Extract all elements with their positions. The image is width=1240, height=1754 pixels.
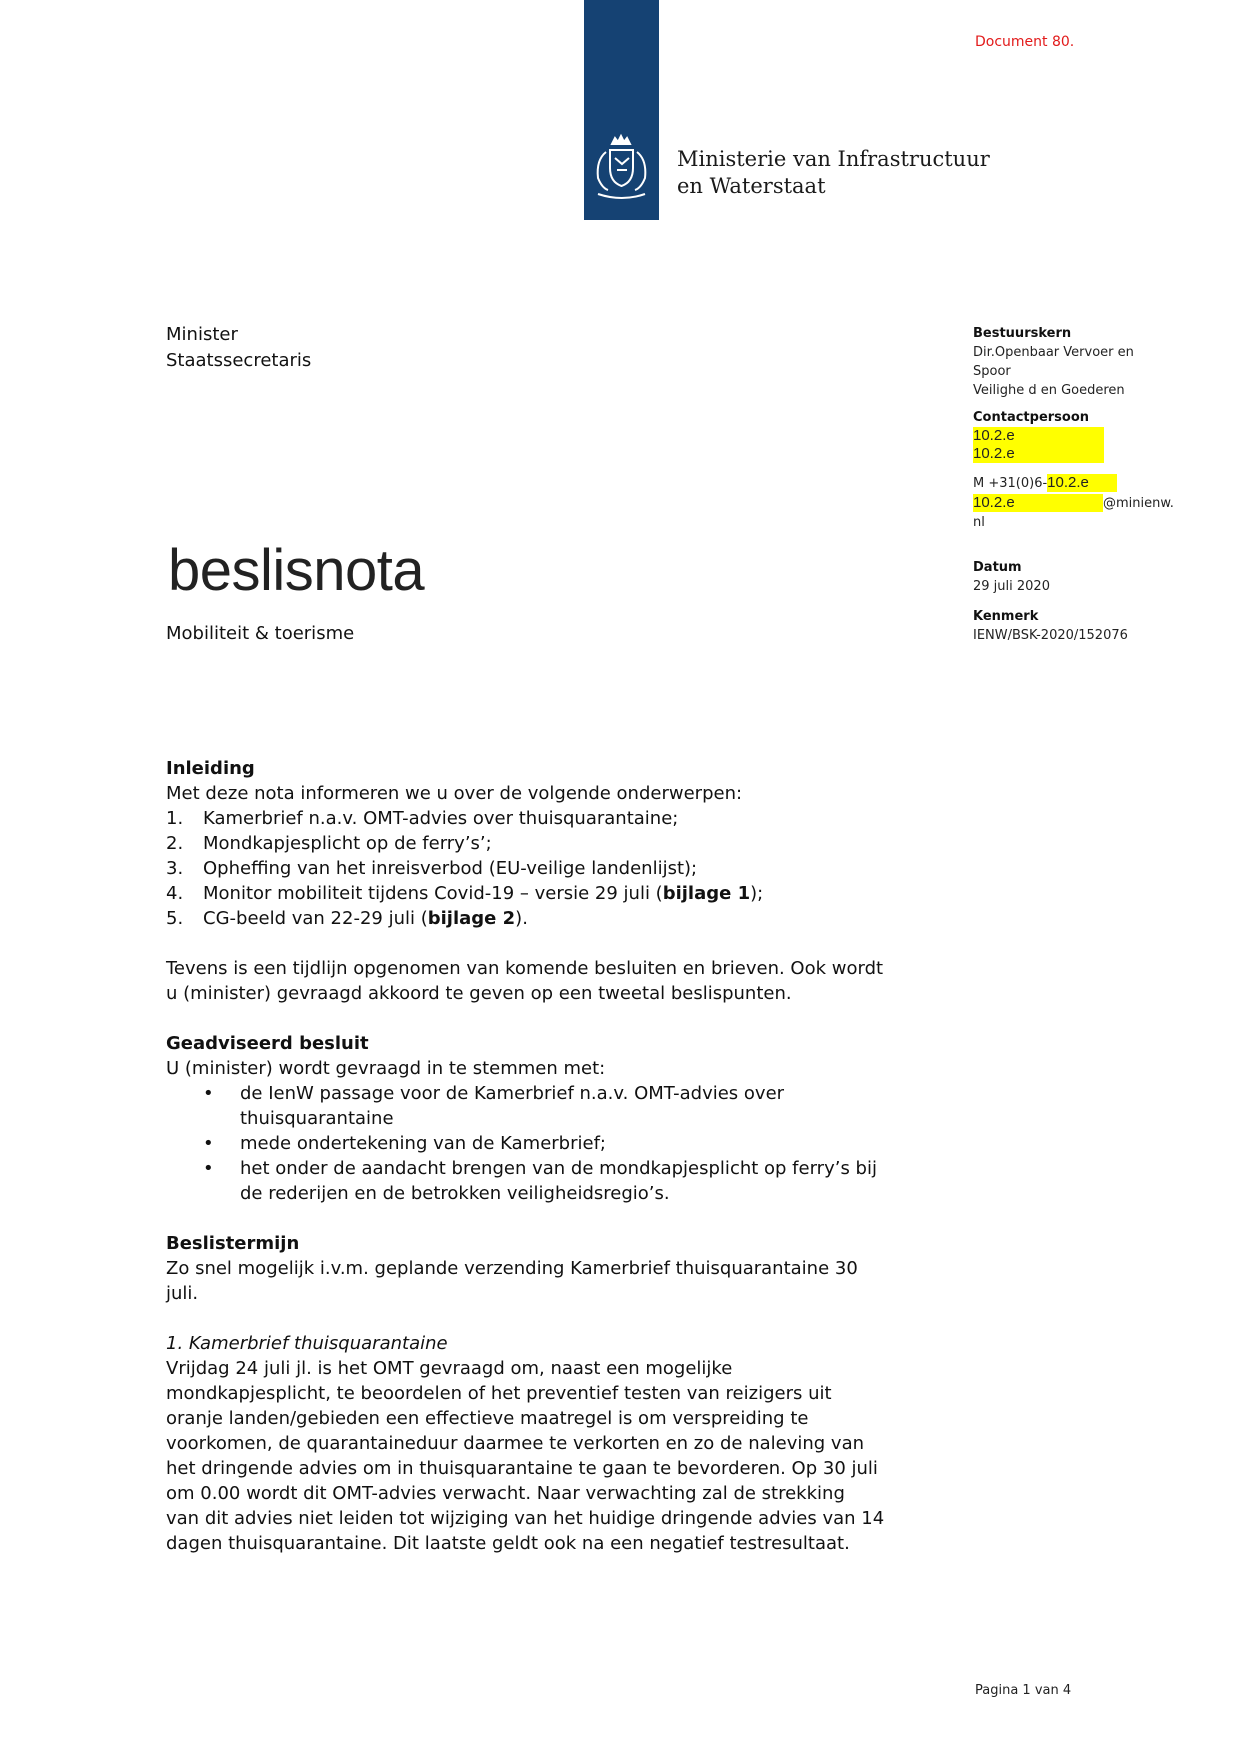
intro-text2-line2: u (minister) gevraagd akkoord te geven op een tweetal beslispunten.	[166, 983, 792, 1004]
bullet-icon: •	[203, 1083, 214, 1104]
document-body	[166, 756, 946, 1556]
deadline-line1: Zo snel mogelijk i.v.m. geplande verzending Kamerbrief thuisquarantaine 30	[166, 1258, 858, 1279]
phone-prefix: M +31(0)6-	[973, 476, 1048, 491]
document-number: Document 80.	[975, 34, 1075, 50]
list-item	[166, 831, 946, 856]
sidebar-reference	[973, 607, 1193, 645]
list-item	[166, 1156, 946, 1206]
list-item-text: CG-beeld van 22-29 juli (	[203, 908, 428, 929]
ministry-name-line2: en Waterstaat	[677, 174, 826, 198]
list-item-number: 2.	[166, 833, 184, 854]
date-value: 29 juli 2020	[973, 579, 1050, 594]
sidebar-email	[973, 494, 1193, 532]
attachment-reference: bijlage 1	[662, 883, 751, 904]
list-item-line1: de IenW passage voor de Kamerbrief n.a.v. OMT-advies over	[240, 1083, 785, 1104]
royal-coat-of-arms-icon	[584, 132, 659, 212]
advice-heading: Geadviseerd besluit	[166, 1033, 369, 1054]
org-line3: Veilighe d en Goederen	[973, 383, 1125, 398]
org-line2: Spoor	[973, 364, 1011, 379]
email-domain-part1: @minienw.	[1103, 496, 1174, 511]
list-item	[166, 806, 946, 831]
org-line1: Dir.Openbaar Vervoer en	[973, 345, 1134, 360]
date-label: Datum	[973, 560, 1022, 575]
list-item	[166, 1131, 946, 1156]
reference-value: IENW/BSK-2020/152076	[973, 628, 1128, 643]
intro-text2-line1: Tevens is een tijdlijn opgenomen van komende besluiten en brieven. Ook wordt	[166, 958, 884, 979]
list-item-number: 3.	[166, 858, 184, 879]
sidebar-phone	[973, 474, 1193, 493]
sidebar-contact	[973, 408, 1193, 463]
list-item-line2: de rederijen en de betrokken veiligheidsregio’s.	[240, 1183, 670, 1204]
list-item-number: 4.	[166, 883, 184, 904]
section1-line: oranje landen/gebieden een effectieve maatregel is om verspreiding te	[166, 1408, 809, 1429]
bullet-icon: •	[203, 1158, 214, 1179]
section1-line: voorkomen, de quarantaineduur daarmee te verkorten en zo de naleving van	[166, 1433, 865, 1454]
redacted-email: 10.2.e	[973, 494, 1103, 512]
redacted-name-2: 10.2.e	[973, 445, 1104, 463]
org-label: Bestuurskern	[973, 326, 1072, 341]
section1-line: van dit advies niet leiden tot wijziging van het huidige dringende advies van 14	[166, 1508, 885, 1529]
section1-line: het dringende advies om in thuisquarantaine te gaan te bevorderen. Op 30 juli	[166, 1458, 878, 1479]
deadline-line2: juli.	[166, 1283, 199, 1304]
deadline-heading: Beslistermijn	[166, 1233, 300, 1254]
reference-label: Kenmerk	[973, 609, 1039, 624]
topic-list	[166, 806, 946, 931]
list-item-text: Opheffing van het inreisverbod (EU-veilige landenlijst);	[203, 858, 698, 879]
section1-heading: 1. Kamerbrief thuisquarantaine	[166, 1333, 448, 1354]
page-number: Pagina 1 van 4	[975, 1683, 1072, 1698]
redacted-phone: 10.2.e	[1047, 474, 1117, 492]
list-item-text: Kamerbrief n.a.v. OMT-advies over thuisquarantaine;	[203, 808, 679, 829]
section1-line: Vrijdag 24 juli jl. is het OMT gevraagd om, naast een mogelijke	[166, 1358, 733, 1379]
list-item	[166, 881, 946, 906]
list-item-line1: mede ondertekening van de Kamerbrief;	[240, 1133, 606, 1154]
list-item-number: 1.	[166, 808, 184, 829]
intro-heading: Inleiding	[166, 758, 255, 779]
intro-text: Met deze nota informeren we u over de volgende onderwerpen:	[166, 783, 743, 804]
addressee-line1: Minister	[166, 324, 238, 345]
list-item-number: 5.	[166, 908, 184, 929]
list-item-line2: thuisquarantaine	[240, 1108, 394, 1129]
document-title: beslisnota	[168, 538, 425, 603]
list-item	[166, 856, 946, 881]
email-domain-part2: nl	[973, 515, 985, 530]
section1-line: om 0.00 wordt dit OMT-advies verwacht. Naar verwachting zal de strekking	[166, 1483, 845, 1504]
redacted-name-1: 10.2.e	[973, 427, 1104, 445]
addressee-line2: Staatssecretaris	[166, 350, 312, 371]
addressee	[166, 322, 311, 374]
advice-text: U (minister) wordt gevraagd in te stemmen met:	[166, 1058, 606, 1079]
list-item-text: Monitor mobiliteit tijdens Covid-19 – versie 29 juli (	[203, 883, 663, 904]
list-item-text: Mondkapjesplicht op de ferry’s’;	[203, 833, 492, 854]
attachment-reference: bijlage 2	[427, 908, 516, 929]
list-item-text-end: ).	[515, 908, 528, 929]
advice-list	[166, 1081, 946, 1206]
section1-line: dagen thuisquarantaine. Dit laatste geldt ook na een negatief testresultaat.	[166, 1533, 850, 1554]
list-item-text-end: );	[750, 883, 764, 904]
list-item	[166, 1081, 946, 1131]
list-item	[166, 906, 946, 931]
contact-label: Contactpersoon	[973, 410, 1090, 425]
ministry-name-line1: Ministerie van Infrastructuur	[677, 147, 990, 171]
list-item-line1: het onder de aandacht brengen van de mondkapjesplicht op ferry’s bij	[240, 1158, 877, 1179]
section1-line: mondkapjesplicht, te beoordelen of het preventief testen van reizigers uit	[166, 1383, 832, 1404]
document-subject: Mobiliteit & toerisme	[166, 623, 355, 644]
ministry-name	[677, 146, 990, 200]
sidebar-date	[973, 558, 1193, 596]
sidebar-organisation	[973, 324, 1193, 400]
bullet-icon: •	[203, 1133, 214, 1154]
